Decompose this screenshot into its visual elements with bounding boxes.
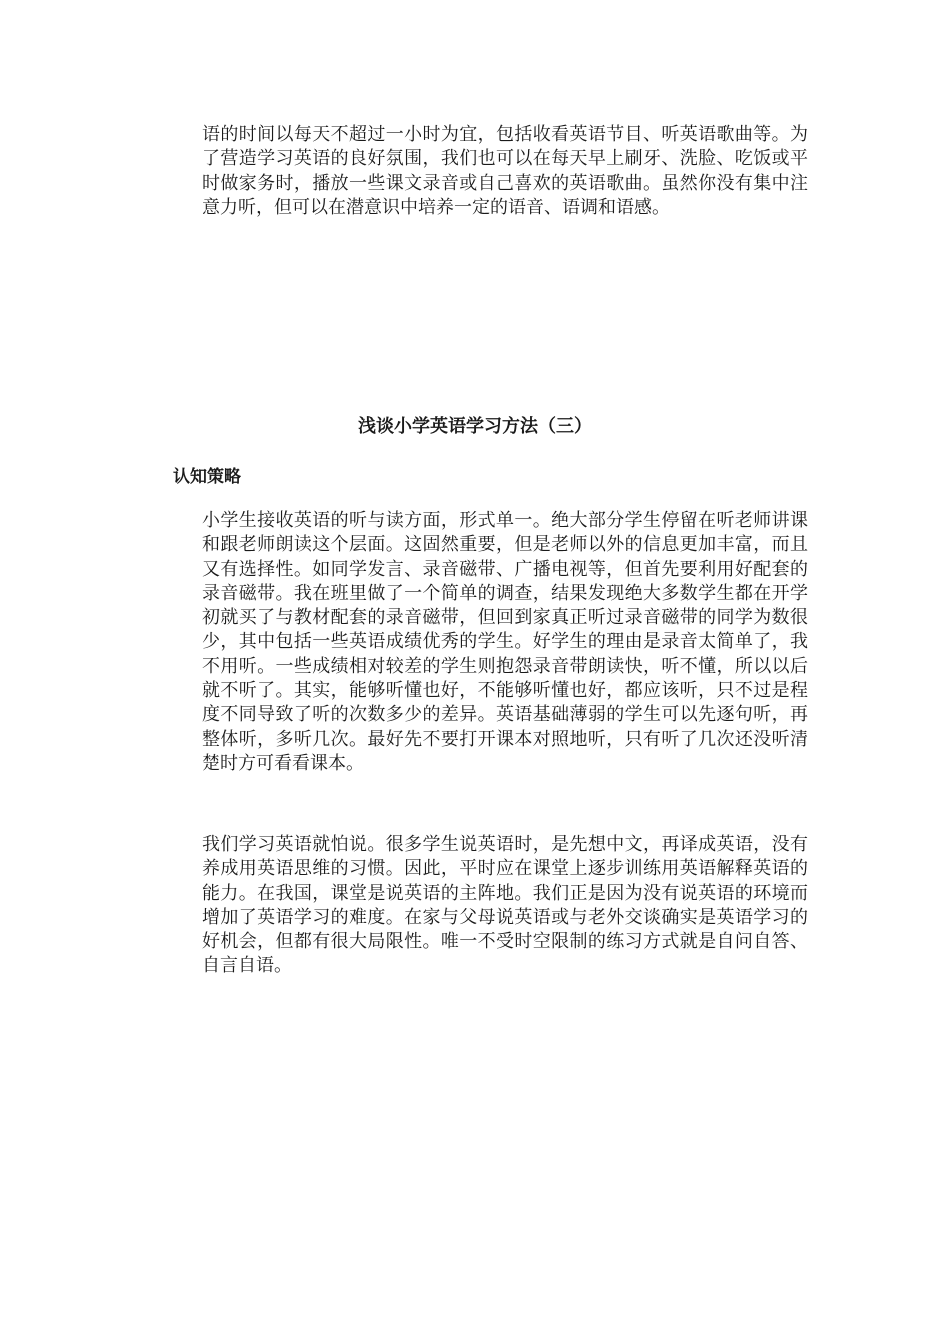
speaking-paragraph: 我们学习英语就怕说。很多学生说英语时，是先想中文，再译成英语，没有养成用英语思维的习惯。因此，平时应在课堂上逐步训练用英语解释英语的能力。在我国，课堂是说英语的主阵地。我们正是因为没有说英语的环境而增加了英语学习的难度。在家与父母说英语或与老外交谈确实是英语学习的好机会，但都有很大局限性。唯一不受时空限制的练习方式就是自问自答、自言自语。 bbox=[202, 834, 808, 977]
intro-paragraph: 语的时间以每天不超过一小时为宜，包括收看英语节目、听英语歌曲等。为了营造学习英语的良好氛围，我们也可以在每天早上刷牙、洗脸、吃饭或平时做家务时，播放一些课文录音或自己喜欢的英语歌曲。虽然你没有集中注意力听，但可以在潜意识中培养一定的语音、语调和语感。 bbox=[202, 124, 808, 218]
section-heading: 认知策略 bbox=[173, 467, 241, 487]
listening-paragraph: 小学生接收英语的听与读方面，形式单一。绝大部分学生停留在听老师讲课和跟老师朗读这个层面。这固然重要，但是老师以外的信息更加丰富，而且又有选择性。如同学发言、录音磁带、广播电视等，但首先要利用好配套的录音磁带。我在班里做了一个简单的调查，结果发现绝大多数学生都在开学初就买了与教材配套的录音磁带，但回到家真正听过录音磁带的同学为数很少，其中包括一些英语成绩优秀的学生。好学生的理由是录音太简单了，我不用听。一些成绩相对较差的学生则抱怨录音带朗读快，听不懂，所以以后就不听了。其实，能够听懂也好，不能够听懂也好，都应该听，只不过是程度不同导致了听的次数多少的差异。英语基础薄弱的学生可以先逐句听，再整体听，多听几次。最好先不要打开课本对照地听，只有听了几次还没听清楚时方可看看课本。 bbox=[202, 510, 808, 774]
article-title: 浅谈小学英语学习方法（三） bbox=[358, 416, 592, 437]
